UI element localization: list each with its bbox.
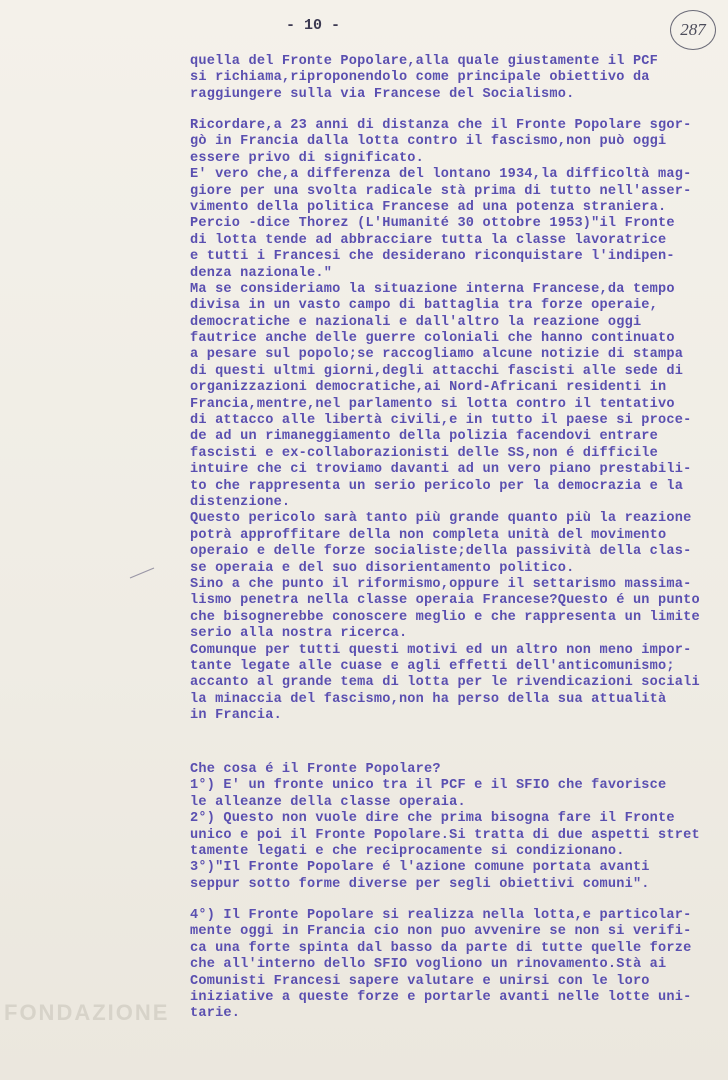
margin-pencil-mark <box>128 566 158 580</box>
text-line: in Francia. <box>190 708 282 724</box>
text-line: Questo pericolo sarà tanto più grande quanto più la reazione <box>190 511 692 527</box>
text-line: potrà approffitare della non completa unità del movimento <box>190 527 667 543</box>
text-line: che bisognerebbe conoscere meglio e che rappresenta un limite <box>190 609 700 625</box>
text-line: seppur sotto forme diverse per segli obiettivi comuni". <box>190 876 650 892</box>
paragraph-text <box>190 54 658 103</box>
text-line: distenzione. <box>190 494 291 510</box>
text-line: quella del Fronte Popolare,alla quale giustamente il PCF <box>190 54 659 69</box>
watermark: FONDAZIONE <box>4 1000 170 1025</box>
paragraph-text <box>190 762 700 893</box>
text-line: Comunisti Francesi sapere valutare e unirsi con le loro <box>190 973 650 989</box>
text-line: unico e poi il Fronte Popolare.Si tratta di due aspetti stret tamente legati e che reciprocamente si condizionano. <box>190 827 700 859</box>
archive-number: 287 <box>680 20 706 39</box>
text-line: divisa in un vasto campo di battaglia tra forze operaie, <box>190 298 659 314</box>
text-line: Francia,mentre,nel parlamento si lotta contro il tentativo <box>190 396 675 412</box>
text-line: 4°) Il Fronte Popolare si realizza nella lotta,e particolar- mente oggi in Francia cio non puo avvenire se non si verifi- ca una forte spinta dal basso da parte di tutte quelle forze <box>190 908 692 956</box>
text-line: Che cosa é il Fronte Popolare? <box>190 762 441 777</box>
text-line: serio alla nostra ricerca. <box>190 626 408 642</box>
paragraph-text <box>190 908 691 1023</box>
text-line: Percio -dice Thorez (L'Humanité 30 ottobre 1953)"il Fronte <box>190 216 675 232</box>
text-line: 1°) E' un fronte unico tra il PCF e il SFIO che favorisce <box>190 778 667 794</box>
text-line: che all'interno dello SFIO vogliono un rinovamento.Stà ai <box>190 957 667 973</box>
text-line: Sino a che punto il riformismo,oppure il settarismo massima- lismo penetra nella classe operaia Francese?Questo é un punto <box>190 576 700 609</box>
text-line: Comunque per tutti questi motivi ed un altro non meno impor- tante legate alle cuase e agli effetti dell'anticomunismo; <box>190 642 692 674</box>
paragraph-text <box>190 118 700 724</box>
archive-number-stamp <box>670 10 716 50</box>
text-line: la minaccia del fascismo,non ha perso della sua attualità <box>190 691 667 707</box>
text-line: Ma se consideriamo la situazione interna Francese,da tempo <box>190 281 675 297</box>
text-line: democratiche e nazionali e dall'altro la reazione oggi <box>190 314 642 330</box>
text-line: si richiama,riproponendolo come principale obiettivo da <box>190 70 650 86</box>
text-line: le alleanze della classe operaia. <box>190 794 466 810</box>
text-line: a pesare sul popolo;se raccogliamo alcune notizie di stampa <box>190 347 684 363</box>
text-line: essere privo di significato. <box>190 150 425 166</box>
text-line: iniziative a queste forze e portarle avanti nelle lotte uni- tarie. <box>190 989 692 1022</box>
text-line: fautrice anche delle guerre coloniali che hanno continuato <box>190 331 675 347</box>
text-line: 3°)"Il Fronte Popolare é l'azione comune portata avanti <box>190 860 650 876</box>
text-line: intuire che ci troviamo davanti ad un vero piano prestabili- to che rappresenta un serio pericolo per la democrazia e la <box>190 462 692 494</box>
page-number: - 10 - <box>286 17 341 34</box>
text-line: di lotta tende ad abbracciare tutta la classe lavoratrice <box>190 232 667 248</box>
text-line: raggiungere sulla via Francese del Socialismo. <box>190 86 575 102</box>
text-line: Ricordare,a 23 anni di distanza che il Fronte Popolare sgor- gò in Francia dalla lotta contro il fascismo,non può oggi <box>190 118 692 150</box>
text-line: fascisti e ex-collaborazionisti delle SS,non é difficile <box>190 445 659 461</box>
text-line: E' vero che,a differenza del lontano 1934,la difficoltà mag- giore per una svolta radicale stà prima di tutto nell'asser- vimento della politica Francese ad una potenza straniera. <box>190 167 692 215</box>
text-line: e tutti i Francesi che desiderano riconquistare l'indipen- denza nazionale." <box>190 249 675 281</box>
text-line: di questi ultmi giorni,degli attacchi fascisti alle sede di <box>190 363 684 379</box>
text-line: 2°) Questo non vuole dire che prima bisogna fare il Fronte <box>190 811 675 827</box>
text-line: di attacco alle libertà civili,e in tutto il paese si proce- de ad un rimaneggiamento della polizia facendovi entrare <box>190 413 692 445</box>
text-line: organizzazioni democratiche,ai Nord-Africani residenti in <box>190 380 667 396</box>
text-line: accanto al grande tema di lotta per le rivendicazioni sociali <box>190 675 700 691</box>
text-line: operaio e delle forze socialiste;della passività della clas- se operaia e del suo disorientamento politico. <box>190 544 692 576</box>
